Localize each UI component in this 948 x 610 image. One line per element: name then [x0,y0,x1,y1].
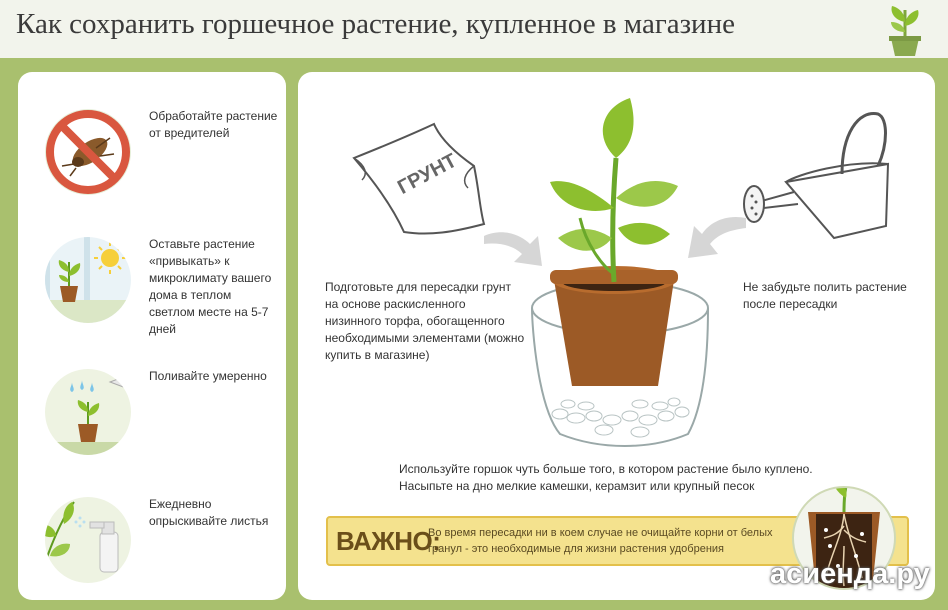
soil-bag-icon [344,120,494,240]
step-pest-treatment [18,100,286,210]
step-text: Ежедневно опрыскивайте листья [149,497,269,528]
header-bar [0,0,948,58]
soil-bag-label: ГРУНТ [394,149,461,199]
potted-plant-illustration [520,98,720,448]
no-pests-icon [44,108,132,196]
important-label: ВАЖНО: [336,526,441,556]
step-watering [18,360,286,470]
step-spraying [18,488,286,598]
step-acclimatize [18,228,286,338]
watering-reminder: Не забудьте полить растение после пересадки [743,280,907,311]
watering-drops-icon [44,368,132,456]
important-text: Во время пересадки ни в коем случае не очищайте корни от белых гранул - это необходимые для жизни растения удобрения [428,527,773,555]
watering-can-icon [738,104,898,254]
tips-panel [18,72,286,600]
pot-instruction-line1: Используйте горшок чуть больше того, в котором растение было куплено. [399,462,813,476]
plant-logo-icon [880,2,930,58]
page-title: Как сохранить горшечное растение, купленное в магазине [16,8,735,40]
pot-instruction-line2: Насыпьте на дно мелкие камешки, керамзит или крупный песок [399,479,755,493]
step-text: Поливайте умеренно [149,369,267,383]
step-text: Обработайте растение от вредителей [149,109,278,140]
spray-leaves-icon [44,496,132,584]
window-sun-icon [44,236,132,324]
step-text: Оставьте растение «привыкать» к микроклимату вашего дома в теплом светлом месте на 5-7 дней [149,237,272,336]
soil-instruction: Подготовьте для пересадки грунт на основе раскисленного низинного торфа, обогащенного необходимыми элементами (можно купить в магазине) [325,280,525,362]
site-watermark: асиенда.ру [770,558,930,590]
